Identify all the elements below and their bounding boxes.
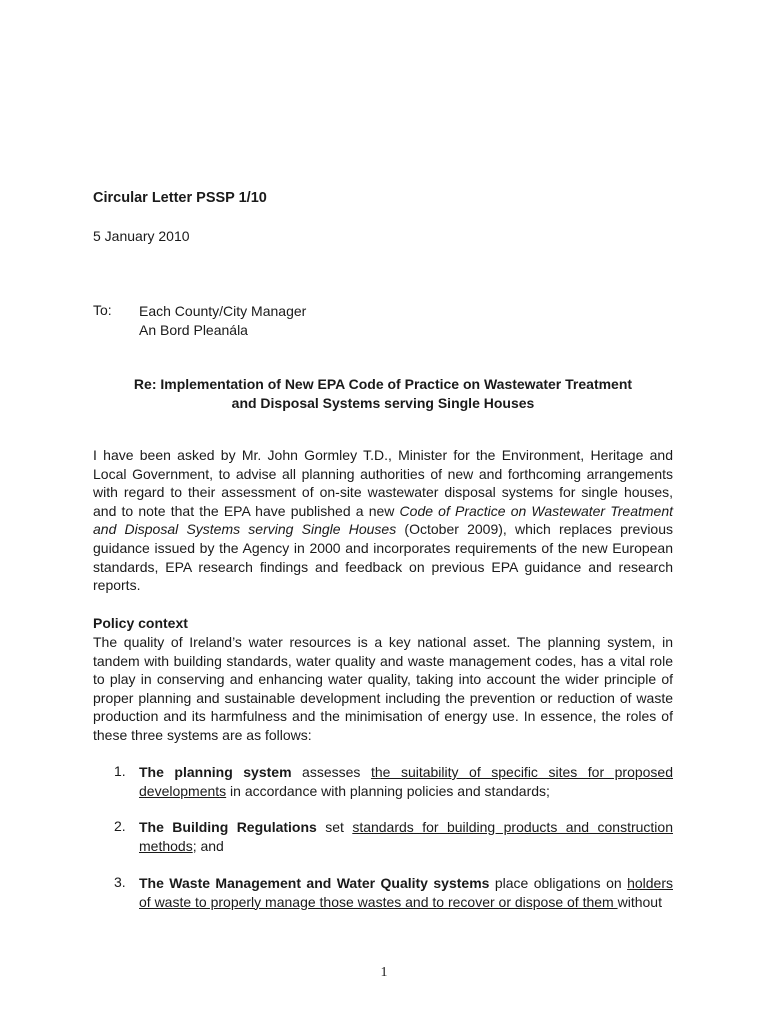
intro-text-1: I have been asked by Mr. John Gormley T.D., Minister for the Environment, Heritage and Local Government, to advise all planning authorities of new and forthcoming arrangements with regard to their assessment of on-site wastewater disposal systems for single houses, and to note that the EPA have published a new (93, 447, 673, 519)
subject-line-2: and Disposal Systems serving Single Houses (231, 395, 535, 411)
list-tail: ; and (192, 837, 224, 854)
recipient-1: Each County/City Manager (139, 303, 307, 319)
list-tail: without (617, 893, 662, 910)
subject-heading (93, 375, 673, 413)
list-mid: assesses (291, 764, 371, 780)
list-number: 1. (114, 763, 126, 779)
to-label: To: (93, 302, 112, 318)
list-item-text (139, 874, 673, 911)
list-bold: The Waste Management and Water Quality systems (139, 875, 490, 891)
intro-paragraph (93, 446, 673, 595)
list-tail: in accordance with planning policies and standards; (226, 782, 550, 799)
list-number: 2. (114, 818, 126, 834)
list-underlined: holders of waste to properly manage those wastes and to recover or dispose of them (139, 875, 673, 910)
letter-date: 5 January 2010 (93, 228, 190, 244)
intro-code-title: Code of Practice on Wastewater Treatment and Disposal Systems serving Single Houses (93, 502, 673, 538)
circular-title: Circular Letter PSSP 1/10 (93, 190, 267, 206)
policy-heading: Policy context (93, 615, 188, 631)
subject-line-1: Re: Implementation of New EPA Code of Practice on Wastewater Treatment (133, 376, 633, 392)
page-number: 1 (380, 965, 388, 980)
list-number: 3. (114, 874, 126, 890)
list-mid: set (316, 819, 353, 835)
recipient-list (139, 302, 306, 340)
list-mid: place obligations on (489, 875, 628, 891)
list-bold: The Building Regulations (139, 819, 317, 835)
list-item-text (139, 818, 673, 855)
list-underlined: standards for building products and construction methods (139, 819, 673, 854)
list-item-text (139, 763, 673, 800)
recipient-2: An Bord Pleanála (139, 322, 248, 338)
list-bold: The planning system (139, 764, 292, 780)
list-underlined: the suitability of specific sites for proposed developments (139, 764, 674, 799)
policy-paragraph: The quality of Ireland’s water resources is a key national asset. The planning system, in tandem with building standards, water quality and waste management codes, has a vital role to play in conserving and enhancing water quality, taking into account the wider principle of proper planning and sustainable development including the prevention or reduction of waste production and its harmfulness and the minimisation of energy use. In essence, the roles of these three systems are as follows: (93, 634, 673, 743)
intro-text-2: (October 2009), which replaces previous guidance issued by the Agency in 2000 and incorporates requirements of the new European standards, EPA research findings and feedback on previous EPA guidance and research reports. (93, 521, 673, 594)
